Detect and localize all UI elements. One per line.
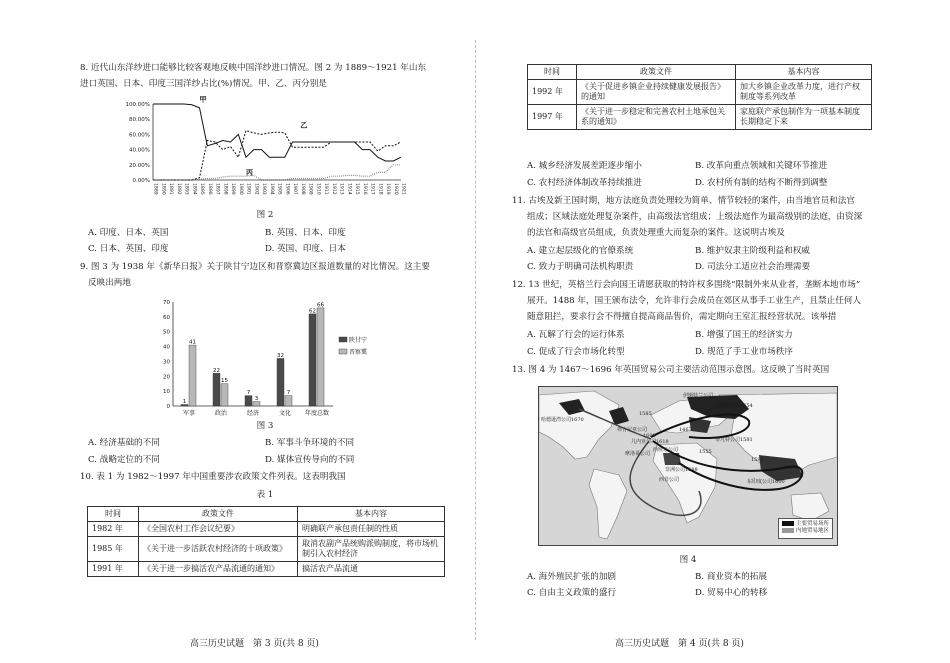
- bar-2: [253, 402, 260, 406]
- legend-label: 晋察冀: [349, 349, 368, 356]
- map-label: 1467: [679, 427, 692, 433]
- x-tick-label: 1894: [191, 183, 197, 195]
- x-tick-label: 1890: [160, 183, 166, 195]
- x-tick-label: 1898: [222, 183, 228, 195]
- map-label: 1600: [643, 433, 656, 439]
- x-tick-label: 1911: [323, 183, 328, 195]
- x-tick-label: 文化: [278, 410, 292, 417]
- bar-data-label: 62: [309, 308, 316, 315]
- x-tick-label: 1910: [315, 183, 321, 195]
- figure-4-caption: 图 4: [679, 555, 697, 565]
- legend-item: [782, 528, 829, 536]
- bar-data-label: 22: [213, 367, 220, 374]
- bar-1: [245, 396, 252, 406]
- bar-1: [277, 358, 284, 406]
- x-tick-label: 1902: [253, 183, 259, 195]
- x-tick-label: 1905: [276, 183, 282, 195]
- q9-option-b[interactable]: B. 军事斗争环境的不同: [265, 438, 355, 448]
- y-tick-label: 60.00%: [129, 132, 150, 139]
- table-cell: 取消农副产品统购派购制度，将市场机制引入农村经济: [298, 537, 445, 562]
- x-tick-label: 1899: [230, 183, 235, 195]
- bar-2: [285, 396, 292, 406]
- legend-label: 主要贸易场所: [795, 520, 829, 527]
- q12-stem-line1: 12. 13 世纪，英格兰行会向国王请愿获取的特许权多围绕“限制外来从业者，垄断本地市场”: [512, 280, 861, 290]
- y-tick-label: 40: [163, 344, 170, 351]
- legend-swatch: [339, 349, 347, 354]
- x-tick-label: 1912: [330, 183, 336, 195]
- series-line-3: [153, 165, 401, 180]
- x-tick-label: 1903: [261, 183, 266, 195]
- x-tick-label: 1908: [299, 183, 305, 195]
- table-cell: 《关于促进乡镇企业持续健康发展报告》的通知: [577, 80, 736, 105]
- table-1: [87, 506, 445, 577]
- q10-stem: 10. 表 1 为 1982～1997 年中国重要涉农政策文件列表。这表明我国: [80, 472, 346, 482]
- table-cell: 搞活农产品流通: [298, 562, 445, 577]
- q10-option-c[interactable]: C. 农村经济体制改革持续推进: [527, 178, 642, 188]
- page-footer-left: 高三历史试题 第 3 页(共 8 页): [190, 639, 319, 649]
- table-cell: 1997 年: [528, 105, 577, 130]
- bar-data-label: 41: [189, 339, 196, 346]
- map-label: 弗吉尼亚公司: [617, 427, 648, 433]
- table-header-row: [528, 65, 872, 80]
- q8-option-b[interactable]: B. 英国、日本、印度: [265, 228, 346, 238]
- q8-option-c[interactable]: C. 日本、英国、印度: [88, 244, 169, 254]
- q12-stem-line2: 展开。1488 年，国王颁布法令，允许非行会成员在郊区从事手工业生产，且禁止任何人: [527, 296, 861, 306]
- q9-option-d[interactable]: D. 媒体宣传导向的不同: [265, 455, 355, 465]
- figure-4-map: [538, 386, 838, 546]
- bar-1: [213, 373, 220, 406]
- table-header-row: [88, 507, 445, 522]
- map-label: 伊斯特兰公司: [683, 393, 714, 399]
- map-label: 西班牙公司: [653, 447, 679, 453]
- y-tick-label: 20: [163, 374, 170, 381]
- q11-option-b[interactable]: B. 维护奴隶主阶级利益和权威: [695, 246, 810, 256]
- q9-stem-line1: 9. 图 3 为 1938 年《新华日报》关于陕甘宁边区和晋察冀边区报道数量的对比情况。这主要: [80, 262, 430, 272]
- q10-option-b[interactable]: B. 改革向重点领域和关键环节推进: [695, 161, 828, 171]
- y-tick-label: 30: [163, 359, 170, 366]
- figure-2-line-chart: [105, 96, 410, 204]
- q9-stem-line2: 反映出两地: [88, 278, 131, 288]
- bar-2: [221, 384, 228, 406]
- table-cell: 1992 年: [528, 80, 577, 105]
- series-line-2: [153, 131, 401, 180]
- x-tick-label: 1907: [292, 183, 297, 195]
- y-tick-label: 20.00%: [129, 162, 150, 169]
- table-row: [88, 522, 445, 537]
- table-row: [88, 537, 445, 562]
- table-header-cell: 时间: [528, 65, 577, 80]
- q13-option-c[interactable]: C. 自由主义政策的盛行: [527, 588, 617, 598]
- x-tick-label: 1914: [346, 183, 352, 195]
- x-tick-label: 1891: [168, 183, 173, 195]
- table-header-cell: 基本内容: [736, 65, 872, 80]
- x-tick-label: 1921: [400, 183, 406, 195]
- y-tick-label: 50: [163, 329, 170, 336]
- series-label: 甲: [199, 96, 207, 104]
- x-tick-label: 1892: [175, 183, 181, 195]
- q12-stem-line3: 随意阻拦，要求行会不得擅自提高商品售价，需定期向王室汇报经营状况。该举措: [527, 312, 837, 322]
- q8-stem-line2: 进口英国、日本、印度三国洋纱占比(%)情况。甲、乙、丙分别是: [80, 79, 327, 89]
- x-tick-label: 政治: [214, 410, 228, 417]
- x-tick-label: 1918: [377, 183, 383, 195]
- bar-data-label: 32: [277, 352, 284, 359]
- table-cell: 家庭联产承包制作为一项基本制度长期稳定下来: [736, 105, 872, 130]
- map-label: 西非公司: [659, 477, 680, 483]
- q10-option-d[interactable]: D. 农村所有制的结构不断得到调整: [695, 178, 828, 188]
- bar-data-label: 3: [254, 396, 259, 403]
- x-tick-label: 1897: [214, 183, 220, 195]
- legend-swatch-dark: [782, 521, 794, 526]
- x-tick-label: 1895: [199, 183, 204, 195]
- x-tick-label: 1900: [237, 183, 243, 195]
- x-tick-label: 1920: [392, 183, 398, 195]
- y-tick-label: 10: [163, 389, 170, 396]
- table-header-cell: 时间: [88, 507, 139, 522]
- y-tick-label: 60: [163, 314, 170, 321]
- table-cell: 明确联产承包责任制的性质: [298, 522, 445, 537]
- table-row: [528, 105, 872, 130]
- q10-option-a[interactable]: A. 城乡经济发展差距逐步缩小: [527, 161, 642, 171]
- q13-option-b[interactable]: B. 商业资本的拓展: [695, 572, 767, 582]
- page-footer-right: 高三历史试题 第 4 页(共 8 页): [615, 639, 744, 649]
- q11-stem-line1: 11. 古埃及新王国时期，地方法庭负责处理较为简单、情节较轻的案件，由当地官员和法官: [512, 196, 855, 206]
- bar-2: [189, 345, 196, 406]
- bar-data-label: 66: [317, 302, 324, 309]
- page-divider: [475, 40, 476, 640]
- table-cell: 1985 年: [88, 537, 139, 562]
- x-tick-label: 1896: [206, 183, 212, 195]
- q8-option-d[interactable]: D. 英国、印度、日本: [265, 244, 346, 254]
- x-tick-label: 1893: [183, 183, 189, 195]
- q13-option-a[interactable]: A. 海外殖民扩张的加剧: [527, 572, 617, 582]
- series-label: 乙: [300, 121, 308, 130]
- map-label: 摩洛哥公司: [625, 451, 651, 457]
- q12-option-b[interactable]: B. 增强了国王的经济实力: [695, 330, 793, 340]
- x-tick-label: 1889: [152, 183, 158, 195]
- x-tick-label: 1909: [307, 183, 313, 195]
- q13-option-d[interactable]: D. 贸易中心的转移: [695, 588, 768, 598]
- map-label: 1592: [751, 457, 764, 463]
- table-cell: 加大乡镇企业改革力度，进行产权制度等系列改革: [736, 80, 872, 105]
- legend-label: 内地贸易地区: [795, 528, 829, 535]
- series-line-1: [153, 104, 401, 161]
- table-cell: 《全国农村工作会议纪要》: [139, 522, 298, 537]
- x-tick-label: 军事: [182, 410, 196, 417]
- bar-data-label: 7: [286, 390, 291, 397]
- table-cell: 《关于进一步活跃农村经济的十项政策》: [139, 537, 298, 562]
- q13-stem: 13. 图 4 为 1467～1696 年英国贸易公司主要活动范围示意图。这反映了当时英国: [512, 365, 830, 375]
- q12-option-c[interactable]: C. 促成了行会市场化转型: [527, 347, 625, 357]
- x-tick-label: 1915: [354, 183, 359, 195]
- map-legend: [778, 518, 833, 539]
- q11-stem-line2: 组成；区域法庭处理复杂案件，由高级法官组成；上级法庭作为最高级别的法庭，由资深: [527, 212, 863, 222]
- q11-stem-line3: 的法官和高级官员组成，负责处理重大而复杂的案件。这说明古埃及: [527, 228, 785, 238]
- map-label: 东印度公司1600: [747, 479, 785, 485]
- q11-option-d[interactable]: D. 司法分工适应社会治理需要: [695, 262, 811, 272]
- x-tick-label: 年度总数: [304, 410, 330, 417]
- x-tick-label: 1917: [369, 183, 375, 195]
- y-tick-label: 100.00%: [125, 102, 150, 108]
- table-cell: 1982 年: [88, 522, 139, 537]
- y-tick-label: 70: [163, 300, 170, 306]
- y-tick-label: 0.00%: [132, 178, 150, 184]
- bar-data-label: 7: [246, 390, 251, 397]
- map-label: 1585: [639, 411, 652, 417]
- legend-swatch: [339, 337, 347, 342]
- map-label: 哈德逊湾公司1670: [541, 417, 584, 423]
- x-tick-label: 1919: [385, 183, 390, 195]
- y-tick-label: 80.00%: [129, 117, 150, 124]
- q9-option-c[interactable]: C. 战略定位的不同: [88, 455, 160, 465]
- q8-option-a[interactable]: A. 印度、日本、英国: [88, 228, 169, 238]
- map-label: 莫斯科公司1554: [715, 403, 753, 409]
- legend-label: 陕甘宁: [349, 337, 368, 344]
- map-label: 黎凡特公司1581: [715, 437, 753, 443]
- map-label: 非洲公司1588: [665, 467, 698, 473]
- y-tick-label: 40.00%: [129, 147, 150, 154]
- bar-2: [317, 308, 324, 406]
- legend-swatch-light: [782, 528, 794, 533]
- table-header-cell: 基本内容: [298, 507, 445, 522]
- table-1-continued: [527, 64, 872, 130]
- table-1-caption: 表 1: [256, 490, 274, 500]
- x-tick-label: 经济: [246, 410, 260, 417]
- series-label: 丙: [246, 168, 253, 177]
- table-header-cell: 政策文件: [577, 65, 736, 80]
- table-cell: 1991 年: [88, 562, 139, 577]
- y-tick-label: 0: [166, 404, 170, 410]
- table-row: [88, 562, 445, 577]
- map-label: 几内亚公司1618: [631, 439, 669, 445]
- x-tick-label: 1901: [245, 183, 251, 195]
- table-header-cell: 政策文件: [139, 507, 298, 522]
- bar-data-label: 1: [182, 399, 187, 406]
- map-label: 1555: [699, 449, 712, 455]
- q12-option-d[interactable]: D. 规范了手工业市场秩序: [695, 347, 793, 357]
- x-tick-label: 1906: [284, 183, 290, 195]
- q12-option-a[interactable]: A. 瓦解了行会的运行体系: [527, 330, 625, 340]
- q11-option-c[interactable]: C. 致力于明确司法机构职责: [527, 262, 634, 272]
- x-tick-label: 1913: [338, 183, 344, 195]
- bar-1: [309, 314, 316, 406]
- figure-3-bar-chart: [155, 294, 380, 418]
- q11-option-a[interactable]: A. 建立起层级化的官僚系统: [527, 246, 634, 256]
- figure-3-caption: 图 3: [256, 421, 274, 431]
- x-tick-label: 1916: [361, 183, 367, 195]
- q9-option-a[interactable]: A. 经济基础的不同: [88, 438, 160, 448]
- table-row: [528, 80, 872, 105]
- q8-stem-line1: 8. 近代山东洋纱进口能够比较客观地反映中国洋纱进口情况。图 2 为 1889～1921 年山东: [80, 63, 427, 73]
- table-cell: 《关于进一步搞活农产品流通的通知》: [139, 562, 298, 577]
- x-tick-label: 1904: [268, 183, 274, 195]
- table-cell: 《关于进一步稳定和完善农村土地承包关系的通知》: [577, 105, 736, 130]
- figure-2-caption: 图 2: [256, 210, 274, 220]
- bar-data-label: 15: [221, 378, 228, 385]
